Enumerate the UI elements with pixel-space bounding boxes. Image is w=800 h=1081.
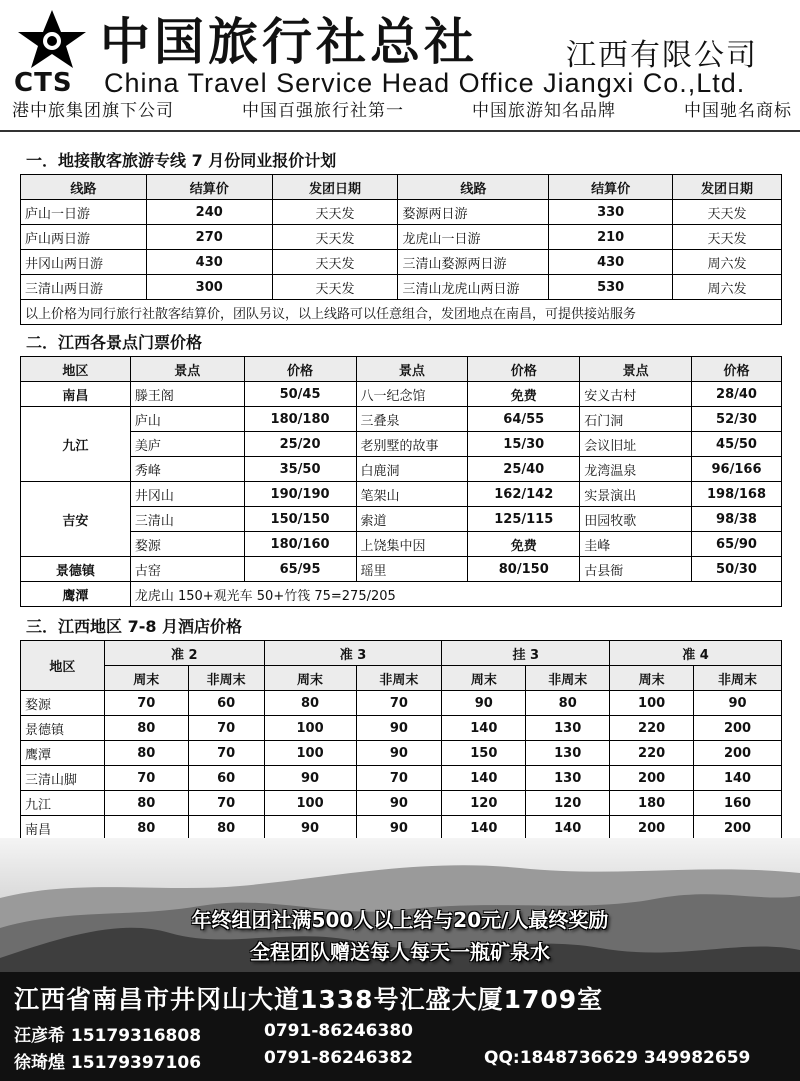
region-cell: 景德镇 xyxy=(21,557,131,582)
slogan: 中国旅游知名品牌 xyxy=(472,101,616,121)
table-cell: 65/95 xyxy=(244,557,356,582)
table-note: 以上价格为同行旅行社散客结算价，团队另议，以上线路可以任意组合，发团地点在南昌，可提供接站服务 xyxy=(21,300,782,325)
column-header: 价格 xyxy=(244,357,356,382)
column-header: 周末 xyxy=(442,666,526,691)
table-header-row xyxy=(21,175,782,200)
table-header-row xyxy=(21,357,782,382)
table-cell: 天天发 xyxy=(272,250,398,275)
table-cell: 210 xyxy=(549,225,673,250)
table-cell: 98/38 xyxy=(692,507,782,532)
column-header: 非周末 xyxy=(526,666,610,691)
table-cell: 25/40 xyxy=(468,457,580,482)
column-group-header: 准 4 xyxy=(610,641,782,666)
table-cell: 125/115 xyxy=(468,507,580,532)
table-cell: 三清山 xyxy=(130,507,244,532)
table-row xyxy=(21,482,782,507)
column-header: 发团日期 xyxy=(673,175,782,200)
table-cell: 200 xyxy=(610,816,694,841)
slogan: 中国驰名商标 xyxy=(684,101,792,121)
table-cell: 80 xyxy=(526,691,610,716)
table-cell: 45/50 xyxy=(692,432,782,457)
header xyxy=(0,0,800,140)
table-cell: 200 xyxy=(610,766,694,791)
table-cell: 会议旧址 xyxy=(580,432,692,457)
table-row xyxy=(21,557,782,582)
table-cell: 秀峰 xyxy=(130,457,244,482)
table-cell: 50/45 xyxy=(244,382,356,407)
table-cell: 免费 xyxy=(468,532,580,557)
column-header: 发团日期 xyxy=(272,175,398,200)
table-cell: 100 xyxy=(264,791,356,816)
table-cell: 周六发 xyxy=(673,250,782,275)
contact-phone-1: 0791-86246380 xyxy=(264,1021,413,1041)
table-cell: 周六发 xyxy=(673,275,782,300)
column-header: 地区 xyxy=(21,641,105,691)
table-cell: 井冈山两日游 xyxy=(21,250,147,275)
table-cell: 石门洞 xyxy=(580,407,692,432)
table-cell: 200 xyxy=(694,741,782,766)
table-cell: 白鹿洞 xyxy=(356,457,468,482)
address: 江西省南昌市井冈山大道1338号汇盛大厦1709室 xyxy=(14,985,604,1014)
column-header: 周末 xyxy=(264,666,356,691)
table-cell: 上饶集中因 xyxy=(356,532,468,557)
table-cell: 240 xyxy=(146,200,272,225)
table-cell: 100 xyxy=(264,741,356,766)
table-cell: 美庐 xyxy=(130,432,244,457)
table-cell: 28/40 xyxy=(692,382,782,407)
table-cell: 60 xyxy=(188,691,264,716)
table-cell: 天天发 xyxy=(272,275,398,300)
column-header: 周末 xyxy=(104,666,188,691)
region-cell: 九江 xyxy=(21,407,131,482)
table-row xyxy=(21,275,782,300)
table-cell: 64/55 xyxy=(468,407,580,432)
table-cell: 70 xyxy=(104,691,188,716)
table-cell: 162/142 xyxy=(468,482,580,507)
section-title: 一．地接散客旅游专线 7 月份同业报价计划 xyxy=(26,151,337,170)
table-cell: 三清山脚 xyxy=(21,766,105,791)
table-cell: 140 xyxy=(442,816,526,841)
contact-qq: QQ:1848736629 349982659 xyxy=(484,1048,751,1068)
table-cell: 90 xyxy=(694,691,782,716)
promo-reward: 年终组团社满500人以上给与20元/人最终奖励 xyxy=(191,908,609,932)
table-cell: 430 xyxy=(549,250,673,275)
table-cell: 70 xyxy=(356,691,442,716)
table-cell: 300 xyxy=(146,275,272,300)
section-title: 三．江西地区 7-8 月酒店价格 xyxy=(26,617,243,636)
table-row xyxy=(21,716,782,741)
table-cell: 70 xyxy=(104,766,188,791)
table-cell: 80 xyxy=(104,741,188,766)
table-cell: 180/160 xyxy=(244,532,356,557)
table-row xyxy=(21,582,782,607)
table-cell: 270 xyxy=(146,225,272,250)
table-cell: 100 xyxy=(264,716,356,741)
table-cell: 50/30 xyxy=(692,557,782,582)
table-cell: 庐山两日游 xyxy=(21,225,147,250)
table-cell: 90 xyxy=(264,816,356,841)
table-cell: 古窑 xyxy=(130,557,244,582)
table-cell: 25/20 xyxy=(244,432,356,457)
table-cell: 婺源两日游 xyxy=(398,200,549,225)
table-cell: 130 xyxy=(526,741,610,766)
table-cell: 免费 xyxy=(468,382,580,407)
table-cell: 90 xyxy=(356,791,442,816)
table-cell: 90 xyxy=(356,741,442,766)
column-header: 线路 xyxy=(21,175,147,200)
table-cell: 景德镇 xyxy=(21,716,105,741)
table-cell: 130 xyxy=(526,766,610,791)
column-header: 非周末 xyxy=(694,666,782,691)
table-cell: 140 xyxy=(442,716,526,741)
table-cell: 70 xyxy=(188,716,264,741)
table-cell: 九江 xyxy=(21,791,105,816)
table-cell: 三叠泉 xyxy=(356,407,468,432)
table-cell: 天天发 xyxy=(673,225,782,250)
tour-price-table xyxy=(20,174,782,325)
table-cell: 安义古村 xyxy=(580,382,692,407)
table-row xyxy=(21,457,782,482)
table-cell: 220 xyxy=(610,716,694,741)
table-cell: 天天发 xyxy=(272,200,398,225)
column-group-header: 准 2 xyxy=(104,641,264,666)
column-header: 价格 xyxy=(692,357,782,382)
table-cell: 瑶里 xyxy=(356,557,468,582)
logo-text: CTS xyxy=(14,68,73,98)
table-cell: 90 xyxy=(442,691,526,716)
promo-water: 全程团队赠送每人每天一瓶矿泉水 xyxy=(250,940,550,964)
table-cell: 80/150 xyxy=(468,557,580,582)
table-header-row xyxy=(21,641,782,666)
table-row xyxy=(21,382,782,407)
table-cell: 实景演出 xyxy=(580,482,692,507)
table-cell: 田园牧歌 xyxy=(580,507,692,532)
column-group-header: 准 3 xyxy=(264,641,442,666)
table-row xyxy=(21,250,782,275)
table-row xyxy=(21,791,782,816)
table-row xyxy=(21,691,782,716)
table-cell: 天天发 xyxy=(272,225,398,250)
column-header: 景点 xyxy=(130,357,244,382)
table-row xyxy=(21,766,782,791)
table-cell: 220 xyxy=(610,741,694,766)
table-cell: 龙虎山一日游 xyxy=(398,225,549,250)
table-cell: 90 xyxy=(356,716,442,741)
column-header: 景点 xyxy=(580,357,692,382)
table-cell: 笔架山 xyxy=(356,482,468,507)
table-cell: 96/166 xyxy=(692,457,782,482)
table-cell: 庐山一日游 xyxy=(21,200,147,225)
column-header: 非周末 xyxy=(356,666,442,691)
table-cell: 80 xyxy=(264,691,356,716)
table-cell: 井冈山 xyxy=(130,482,244,507)
table-cell: 190/190 xyxy=(244,482,356,507)
table-cell: 90 xyxy=(356,816,442,841)
table-header-row xyxy=(21,666,782,691)
company-title: 中国旅行社总社 xyxy=(100,12,478,71)
table-cell: 圭峰 xyxy=(580,532,692,557)
column-header: 结算价 xyxy=(146,175,272,200)
table-row xyxy=(21,532,782,557)
slogans xyxy=(12,96,792,121)
column-header: 线路 xyxy=(398,175,549,200)
table-cell: 35/50 xyxy=(244,457,356,482)
table-cell: 140 xyxy=(442,766,526,791)
table-cell: 60 xyxy=(188,766,264,791)
table-cell: 150/150 xyxy=(244,507,356,532)
table-cell: 180 xyxy=(610,791,694,816)
table-cell: 婺源 xyxy=(21,691,105,716)
table-cell: 200 xyxy=(694,716,782,741)
table-cell: 老别墅的故事 xyxy=(356,432,468,457)
table-cell: 120 xyxy=(526,791,610,816)
column-header: 非周末 xyxy=(188,666,264,691)
yingtan-ticket: 龙虎山 150+观光车 50+竹筏 75=275/205 xyxy=(130,582,781,607)
contact-person-2: 徐琦煌 15179397106 xyxy=(14,1053,202,1073)
table-cell: 90 xyxy=(264,766,356,791)
table-cell: 140 xyxy=(526,816,610,841)
table-cell: 200 xyxy=(694,816,782,841)
table-cell: 婺源 xyxy=(130,532,244,557)
table-cell: 80 xyxy=(104,716,188,741)
table-cell: 70 xyxy=(188,791,264,816)
table-cell: 70 xyxy=(356,766,442,791)
table-cell: 130 xyxy=(526,716,610,741)
region-cell: 吉安 xyxy=(21,482,131,557)
contact-phone-2: 0791-86246382 xyxy=(264,1048,413,1068)
slogan: 港中旅集团旗下公司 xyxy=(12,101,174,121)
table-row xyxy=(21,507,782,532)
table-cell: 430 xyxy=(146,250,272,275)
table-cell: 三清山婺源两日游 xyxy=(398,250,549,275)
table-row xyxy=(21,741,782,766)
column-header: 景点 xyxy=(356,357,468,382)
column-header: 价格 xyxy=(468,357,580,382)
contact-person-1: 汪彦希 15179316808 xyxy=(14,1026,202,1046)
table-row xyxy=(21,407,782,432)
section-title: 二．江西各景点门票价格 xyxy=(26,333,203,352)
region-cell: 南昌 xyxy=(21,382,131,407)
divider xyxy=(0,130,800,132)
table-cell: 52/30 xyxy=(692,407,782,432)
table-cell: 80 xyxy=(104,791,188,816)
table-cell: 180/180 xyxy=(244,407,356,432)
table-cell: 三清山两日游 xyxy=(21,275,147,300)
table-cell: 八一纪念馆 xyxy=(356,382,468,407)
column-group-header: 挂 3 xyxy=(442,641,610,666)
table-cell: 120 xyxy=(442,791,526,816)
table-row xyxy=(21,225,782,250)
table-cell: 198/168 xyxy=(692,482,782,507)
region-cell: 鹰潭 xyxy=(21,582,131,607)
table-cell: 龙湾温泉 xyxy=(580,457,692,482)
ticket-price-table xyxy=(20,356,782,607)
slogan: 中国百强旅行社第一 xyxy=(242,101,404,121)
table-cell: 天天发 xyxy=(673,200,782,225)
table-cell: 鹰潭 xyxy=(21,741,105,766)
table-cell: 80 xyxy=(188,816,264,841)
table-cell: 140 xyxy=(694,766,782,791)
table-cell: 80 xyxy=(104,816,188,841)
note-row xyxy=(21,300,782,325)
table-cell: 330 xyxy=(549,200,673,225)
table-cell: 70 xyxy=(188,741,264,766)
table-cell: 15/30 xyxy=(468,432,580,457)
table-cell: 150 xyxy=(442,741,526,766)
company-title-en: China Travel Service Head Office Jiangxi Co.,Ltd. xyxy=(104,68,746,98)
column-header: 地区 xyxy=(21,357,131,382)
table-cell: 100 xyxy=(610,691,694,716)
table-cell: 65/90 xyxy=(692,532,782,557)
table-cell: 庐山 xyxy=(130,407,244,432)
column-header: 结算价 xyxy=(549,175,673,200)
table-row xyxy=(21,200,782,225)
table-cell: 三清山龙虎山两日游 xyxy=(398,275,549,300)
table-cell: 530 xyxy=(549,275,673,300)
table-cell: 南昌 xyxy=(21,816,105,841)
table-cell: 索道 xyxy=(356,507,468,532)
column-header: 周末 xyxy=(610,666,694,691)
table-cell: 160 xyxy=(694,791,782,816)
table-cell: 滕王阁 xyxy=(130,382,244,407)
company-subtitle: 江西有限公司 xyxy=(566,38,758,73)
table-cell: 古县衙 xyxy=(580,557,692,582)
table-row xyxy=(21,816,782,841)
star-logo-icon xyxy=(12,8,92,70)
table-row xyxy=(21,432,782,457)
